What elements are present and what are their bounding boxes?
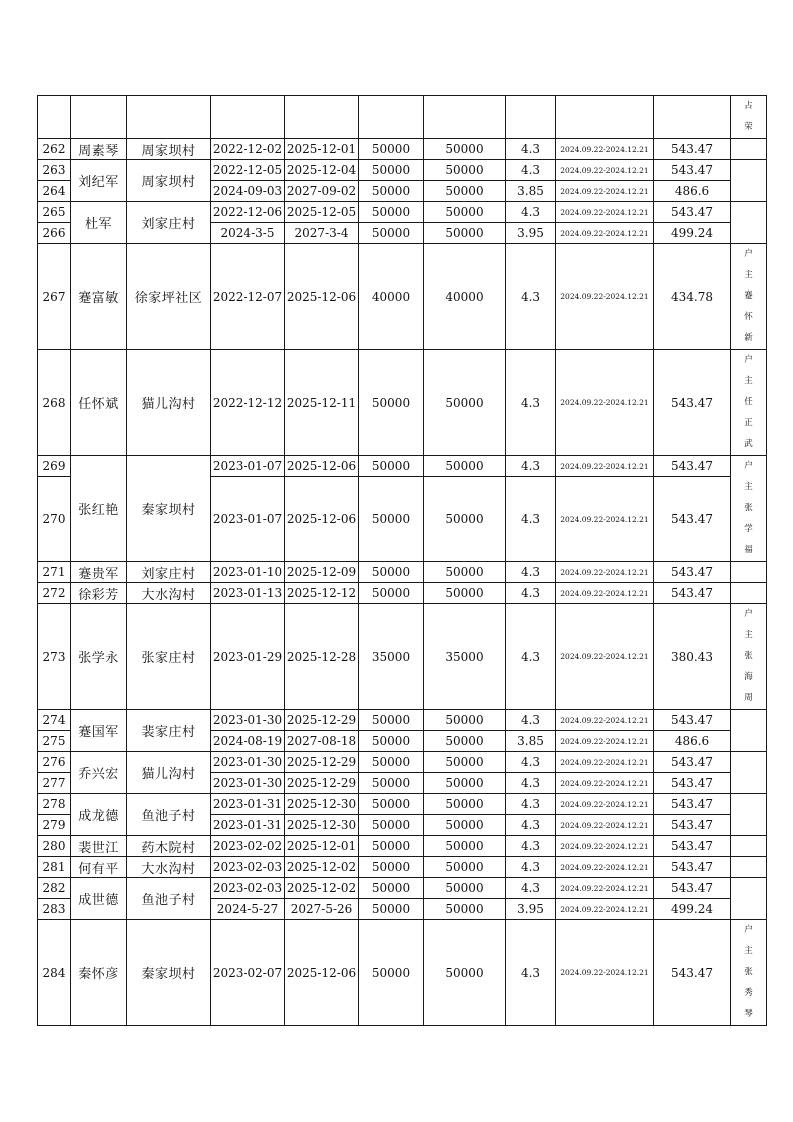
- empty-cell: [127, 96, 211, 139]
- table-row: [38, 752, 767, 773]
- remark-cell: [731, 920, 767, 1026]
- interest-amount: 543.47: [654, 878, 731, 899]
- interest-rate: 4.3: [506, 836, 556, 857]
- interest-period: 2024.09.22-2024.12.21: [556, 794, 654, 815]
- loan-start-date: 2022-12-02: [211, 139, 285, 160]
- remark-cell: [731, 836, 767, 857]
- loan-balance: 50000: [424, 477, 506, 562]
- village-name: 秦家坝村: [127, 920, 211, 1026]
- interest-amount: 543.47: [654, 815, 731, 836]
- loan-amount: 50000: [359, 223, 424, 244]
- interest-period: 2024.09.22-2024.12.21: [556, 562, 654, 583]
- loan-balance: 50000: [424, 815, 506, 836]
- interest-period: 2024.09.22-2024.12.21: [556, 223, 654, 244]
- interest-amount: 543.47: [654, 794, 731, 815]
- village-name: 刘家庄村: [127, 562, 211, 583]
- loan-amount: 50000: [359, 139, 424, 160]
- loan-amount: 50000: [359, 181, 424, 202]
- interest-rate: 4.3: [506, 139, 556, 160]
- borrower-name: 裴世江: [71, 836, 127, 857]
- loan-start-date: 2022-12-12: [211, 350, 285, 456]
- loan-end-date: 2025-12-11: [285, 350, 359, 456]
- village-name: 周家坝村: [127, 160, 211, 202]
- interest-amount: 543.47: [654, 710, 731, 731]
- table-row: [38, 920, 767, 1026]
- interest-rate: 4.3: [506, 202, 556, 223]
- village-name: 秦家坝村: [127, 456, 211, 562]
- remark-char: 占: [744, 101, 753, 111]
- loan-balance: 50000: [424, 583, 506, 604]
- borrower-name: 成世德: [71, 878, 127, 920]
- village-name: 药木院村: [127, 836, 211, 857]
- interest-rate: 4.3: [506, 794, 556, 815]
- remark-cell: [731, 710, 767, 752]
- row-number: 264: [38, 181, 71, 202]
- loan-balance: 50000: [424, 160, 506, 181]
- loan-amount: 50000: [359, 752, 424, 773]
- loan-amount: 50000: [359, 583, 424, 604]
- interest-rate: 4.3: [506, 350, 556, 456]
- table-row: [38, 857, 767, 878]
- table-row: [38, 139, 767, 160]
- loan-end-date: 2025-12-09: [285, 562, 359, 583]
- borrower-name: 蹇富敏: [71, 244, 127, 350]
- loan-end-date: 2025-12-06: [285, 456, 359, 477]
- empty-cell: [211, 96, 285, 139]
- loan-balance: 50000: [424, 181, 506, 202]
- empty-cell: [556, 96, 654, 139]
- interest-amount: 543.47: [654, 202, 731, 223]
- row-number: 275: [38, 731, 71, 752]
- loan-amount: 50000: [359, 878, 424, 899]
- loan-amount: 50000: [359, 794, 424, 815]
- row-number: 277: [38, 773, 71, 794]
- interest-rate: 3.95: [506, 223, 556, 244]
- interest-period: 2024.09.22-2024.12.21: [556, 857, 654, 878]
- loan-balance: 35000: [424, 604, 506, 710]
- interest-amount: 486.6: [654, 181, 731, 202]
- borrower-name: 徐彩芳: [71, 583, 127, 604]
- loan-end-date: 2025-12-04: [285, 160, 359, 181]
- row-number: 268: [38, 350, 71, 456]
- remark-char: 学: [744, 524, 753, 534]
- interest-rate: 3.95: [506, 899, 556, 920]
- loan-start-date: 2023-01-07: [211, 477, 285, 562]
- row-number: 267: [38, 244, 71, 350]
- loan-amount: 50000: [359, 456, 424, 477]
- interest-rate: 4.3: [506, 477, 556, 562]
- interest-amount: 543.47: [654, 350, 731, 456]
- interest-amount: 543.47: [654, 583, 731, 604]
- loan-balance: 50000: [424, 223, 506, 244]
- loan-balance: 50000: [424, 202, 506, 223]
- loan-amount: 35000: [359, 604, 424, 710]
- interest-rate: 3.85: [506, 731, 556, 752]
- borrower-name: 乔兴宏: [71, 752, 127, 794]
- loan-end-date: 2025-12-29: [285, 710, 359, 731]
- remark-char: 张: [744, 651, 753, 661]
- interest-period: 2024.09.22-2024.12.21: [556, 899, 654, 920]
- row-number: 272: [38, 583, 71, 604]
- village-name: 张家庄村: [127, 604, 211, 710]
- empty-cell: [506, 96, 556, 139]
- remark-cell: [731, 878, 767, 920]
- loan-amount: 40000: [359, 244, 424, 350]
- borrower-name: 成龙德: [71, 794, 127, 836]
- loan-end-date: 2025-12-29: [285, 752, 359, 773]
- empty-cell: [654, 96, 731, 139]
- interest-amount: 499.24: [654, 223, 731, 244]
- interest-period: 2024.09.22-2024.12.21: [556, 244, 654, 350]
- remark-char: 周: [744, 693, 753, 703]
- interest-period: 2024.09.22-2024.12.21: [556, 836, 654, 857]
- row-number: 263: [38, 160, 71, 181]
- remark-char: 琴: [744, 1009, 753, 1019]
- loan-balance: 50000: [424, 899, 506, 920]
- interest-period: 2024.09.22-2024.12.21: [556, 604, 654, 710]
- loan-amount: 50000: [359, 350, 424, 456]
- interest-period: 2024.09.22-2024.12.21: [556, 752, 654, 773]
- loan-start-date: 2023-01-31: [211, 794, 285, 815]
- loan-balance: 50000: [424, 794, 506, 815]
- loan-balance: 50000: [424, 456, 506, 477]
- interest-amount: 434.78: [654, 244, 731, 350]
- table-row: [38, 562, 767, 583]
- borrower-name: 刘纪军: [71, 160, 127, 202]
- interest-amount: 380.43: [654, 604, 731, 710]
- interest-rate: 4.3: [506, 878, 556, 899]
- loan-start-date: 2024-5-27: [211, 899, 285, 920]
- remark-cell: [731, 350, 767, 456]
- loan-end-date: 2027-08-18: [285, 731, 359, 752]
- loan-balance: 50000: [424, 562, 506, 583]
- row-number: 284: [38, 920, 71, 1026]
- loan-end-date: 2025-12-06: [285, 477, 359, 562]
- loan-amount: 50000: [359, 202, 424, 223]
- loan-end-date: 2025-12-30: [285, 815, 359, 836]
- interest-rate: 4.3: [506, 920, 556, 1026]
- interest-rate: 4.3: [506, 773, 556, 794]
- remark-char: 主: [744, 270, 753, 280]
- loan-balance: 40000: [424, 244, 506, 350]
- table-row: [38, 710, 767, 731]
- remark-cell: [731, 794, 767, 836]
- interest-period: 2024.09.22-2024.12.21: [556, 731, 654, 752]
- loan-balance: 50000: [424, 139, 506, 160]
- remark-char: 任: [744, 397, 753, 407]
- village-name: 猫儿沟村: [127, 752, 211, 794]
- table-row: [38, 604, 767, 710]
- interest-period: 2024.09.22-2024.12.21: [556, 710, 654, 731]
- interest-period: 2024.09.22-2024.12.21: [556, 456, 654, 477]
- loan-amount: 50000: [359, 773, 424, 794]
- loan-amount: 50000: [359, 836, 424, 857]
- loan-amount: 50000: [359, 731, 424, 752]
- borrower-name: 秦怀彦: [71, 920, 127, 1026]
- loan-amount: 50000: [359, 477, 424, 562]
- loan-balance: 50000: [424, 773, 506, 794]
- table-row: [38, 878, 767, 899]
- table-row: [38, 456, 767, 477]
- loan-table: [37, 95, 767, 1026]
- interest-rate: 4.3: [506, 583, 556, 604]
- loan-end-date: 2027-5-26: [285, 899, 359, 920]
- empty-cell: [285, 96, 359, 139]
- remark-char: 蹇: [744, 291, 753, 301]
- loan-end-date: 2025-12-05: [285, 202, 359, 223]
- remark-char: 怀: [744, 312, 753, 322]
- loan-balance: 50000: [424, 878, 506, 899]
- row-number: 271: [38, 562, 71, 583]
- borrower-name: 任怀斌: [71, 350, 127, 456]
- loan-end-date: 2027-3-4: [285, 223, 359, 244]
- interest-rate: 4.3: [506, 815, 556, 836]
- loan-start-date: 2022-12-06: [211, 202, 285, 223]
- interest-rate: 4.3: [506, 456, 556, 477]
- village-name: 鱼池子村: [127, 794, 211, 836]
- loan-start-date: 2023-01-31: [211, 815, 285, 836]
- remark-char: 秀: [744, 988, 753, 998]
- row-number: 276: [38, 752, 71, 773]
- empty-cell: [424, 96, 506, 139]
- remark-char: 户: [744, 925, 753, 935]
- remark-cell: [731, 160, 767, 202]
- loan-balance: 50000: [424, 752, 506, 773]
- row-number: 274: [38, 710, 71, 731]
- loan-start-date: 2023-01-30: [211, 773, 285, 794]
- remark-char: 武: [744, 439, 753, 449]
- row-number: 279: [38, 815, 71, 836]
- village-name: 鱼池子村: [127, 878, 211, 920]
- remark-cell: [731, 583, 767, 604]
- loan-end-date: 2025-12-06: [285, 920, 359, 1026]
- village-name: 徐家坪社区: [127, 244, 211, 350]
- table-row: [38, 794, 767, 815]
- interest-amount: 486.6: [654, 731, 731, 752]
- loan-balance: 50000: [424, 731, 506, 752]
- remark-char: 户: [744, 609, 753, 619]
- loan-balance: 50000: [424, 350, 506, 456]
- loan-end-date: 2025-12-29: [285, 773, 359, 794]
- table-row: [38, 583, 767, 604]
- loan-start-date: 2023-02-02: [211, 836, 285, 857]
- remark-char: 主: [744, 630, 753, 640]
- remark-char: 海: [744, 672, 753, 682]
- remark-char: 户: [744, 355, 753, 365]
- empty-cell: [38, 96, 71, 139]
- interest-amount: 543.47: [654, 477, 731, 562]
- loan-end-date: 2025-12-02: [285, 857, 359, 878]
- remark-cell: [731, 604, 767, 710]
- borrower-name: 张红艳: [71, 456, 127, 562]
- loan-start-date: 2023-02-03: [211, 857, 285, 878]
- row-number: 266: [38, 223, 71, 244]
- remark-char: 新: [744, 333, 753, 343]
- remark-cell: [731, 139, 767, 160]
- row-number: 283: [38, 899, 71, 920]
- interest-amount: 543.47: [654, 857, 731, 878]
- remark-cell: [731, 857, 767, 878]
- loan-end-date: 2025-12-12: [285, 583, 359, 604]
- remark-char: 正: [744, 418, 753, 428]
- loan-start-date: 2023-01-07: [211, 456, 285, 477]
- remark-cell: [731, 244, 767, 350]
- remark-char: 张: [744, 967, 753, 977]
- table-row: [38, 350, 767, 456]
- loan-start-date: 2023-01-29: [211, 604, 285, 710]
- row-number: 265: [38, 202, 71, 223]
- table-row: [38, 202, 767, 223]
- interest-period: 2024.09.22-2024.12.21: [556, 477, 654, 562]
- loan-amount: 50000: [359, 160, 424, 181]
- interest-amount: 543.47: [654, 920, 731, 1026]
- row-number: 282: [38, 878, 71, 899]
- village-name: 裴家庄村: [127, 710, 211, 752]
- borrower-name: 蹇国军: [71, 710, 127, 752]
- remark-cell: [731, 456, 767, 562]
- table-row: [38, 160, 767, 181]
- village-name: 刘家庄村: [127, 202, 211, 244]
- loan-amount: 50000: [359, 815, 424, 836]
- table-row: [38, 244, 767, 350]
- interest-period: 2024.09.22-2024.12.21: [556, 350, 654, 456]
- interest-period: 2024.09.22-2024.12.21: [556, 920, 654, 1026]
- interest-period: 2024.09.22-2024.12.21: [556, 773, 654, 794]
- village-name: 周家坝村: [127, 139, 211, 160]
- interest-rate: 4.3: [506, 604, 556, 710]
- interest-amount: 543.47: [654, 456, 731, 477]
- borrower-name: 杜军: [71, 202, 127, 244]
- remark-char: 荣: [744, 122, 753, 132]
- remark-char: 张: [744, 503, 753, 513]
- loan-start-date: 2023-01-13: [211, 583, 285, 604]
- loan-end-date: 2025-12-28: [285, 604, 359, 710]
- loan-start-date: 2024-08-19: [211, 731, 285, 752]
- interest-period: 2024.09.22-2024.12.21: [556, 202, 654, 223]
- interest-rate: 4.3: [506, 857, 556, 878]
- table-row: [38, 836, 767, 857]
- loan-end-date: 2027-09-02: [285, 181, 359, 202]
- loan-amount: 50000: [359, 710, 424, 731]
- remark-char: 户: [744, 249, 753, 259]
- loan-amount: 50000: [359, 899, 424, 920]
- loan-balance: 50000: [424, 836, 506, 857]
- interest-rate: 3.85: [506, 181, 556, 202]
- row-number: 270: [38, 477, 71, 562]
- loan-amount: 50000: [359, 562, 424, 583]
- interest-period: 2024.09.22-2024.12.21: [556, 139, 654, 160]
- interest-amount: 543.47: [654, 752, 731, 773]
- loan-start-date: 2023-01-10: [211, 562, 285, 583]
- row-number: 280: [38, 836, 71, 857]
- empty-cell: [359, 96, 424, 139]
- remark-char: 户: [744, 461, 753, 471]
- interest-rate: 4.3: [506, 710, 556, 731]
- loan-start-date: 2024-3-5: [211, 223, 285, 244]
- interest-period: 2024.09.22-2024.12.21: [556, 160, 654, 181]
- loan-end-date: 2025-12-01: [285, 836, 359, 857]
- loan-amount: 50000: [359, 920, 424, 1026]
- interest-amount: 543.47: [654, 773, 731, 794]
- interest-rate: 4.3: [506, 244, 556, 350]
- interest-period: 2024.09.22-2024.12.21: [556, 181, 654, 202]
- loan-end-date: 2025-12-06: [285, 244, 359, 350]
- interest-rate: 4.3: [506, 752, 556, 773]
- row-number: 278: [38, 794, 71, 815]
- interest-amount: 499.24: [654, 899, 731, 920]
- interest-amount: 543.47: [654, 160, 731, 181]
- loan-start-date: 2022-12-05: [211, 160, 285, 181]
- interest-amount: 543.47: [654, 562, 731, 583]
- interest-amount: 543.47: [654, 836, 731, 857]
- interest-rate: 4.3: [506, 160, 556, 181]
- remark-cell: [731, 752, 767, 794]
- remark-cell: [731, 202, 767, 244]
- empty-cell: [71, 96, 127, 139]
- interest-rate: 4.3: [506, 562, 556, 583]
- remark-char: 主: [744, 482, 753, 492]
- interest-period: 2024.09.22-2024.12.21: [556, 583, 654, 604]
- remark-char: 福: [744, 545, 753, 555]
- loan-end-date: 2025-12-01: [285, 139, 359, 160]
- loan-end-date: 2025-12-30: [285, 794, 359, 815]
- remark-char: 主: [744, 946, 753, 956]
- village-name: 猫儿沟村: [127, 350, 211, 456]
- table-row: [38, 96, 767, 139]
- remark-cell: [731, 96, 767, 139]
- interest-period: 2024.09.22-2024.12.21: [556, 815, 654, 836]
- borrower-name: 张学永: [71, 604, 127, 710]
- loan-start-date: 2024-09-03: [211, 181, 285, 202]
- remark-char: 主: [744, 376, 753, 386]
- row-number: 281: [38, 857, 71, 878]
- interest-period: 2024.09.22-2024.12.21: [556, 878, 654, 899]
- loan-balance: 50000: [424, 920, 506, 1026]
- borrower-name: 周素琴: [71, 139, 127, 160]
- loan-balance: 50000: [424, 710, 506, 731]
- village-name: 大水沟村: [127, 857, 211, 878]
- loan-start-date: 2023-01-30: [211, 752, 285, 773]
- row-number: 262: [38, 139, 71, 160]
- remark-cell: [731, 562, 767, 583]
- row-number: 269: [38, 456, 71, 477]
- loan-start-date: 2023-02-03: [211, 878, 285, 899]
- interest-amount: 543.47: [654, 139, 731, 160]
- loan-balance: 50000: [424, 857, 506, 878]
- loan-end-date: 2025-12-02: [285, 878, 359, 899]
- borrower-name: 何有平: [71, 857, 127, 878]
- row-number: 273: [38, 604, 71, 710]
- borrower-name: 蹇贵军: [71, 562, 127, 583]
- loan-start-date: 2023-01-30: [211, 710, 285, 731]
- loan-amount: 50000: [359, 857, 424, 878]
- loan-start-date: 2022-12-07: [211, 244, 285, 350]
- village-name: 大水沟村: [127, 583, 211, 604]
- loan-start-date: 2023-02-07: [211, 920, 285, 1026]
